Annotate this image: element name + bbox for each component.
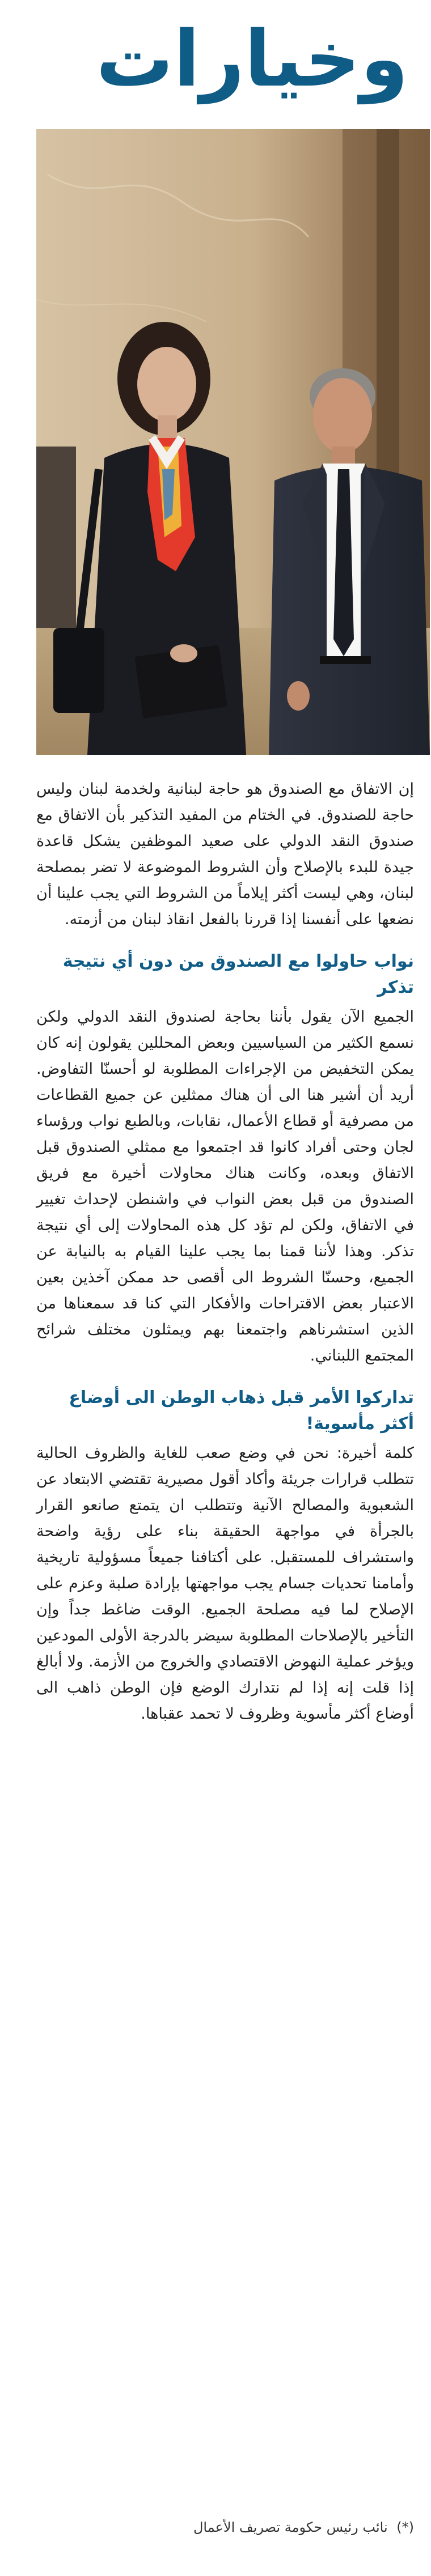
photo-illustration bbox=[36, 129, 430, 755]
article-section-2 bbox=[36, 1385, 414, 1727]
article-intro: إن الاتفاق مع الصندوق هو حاجة لبنانية ولخدمة لبنان وليس حاجة للصندوق. في الختام من المفيد التذكير بأن الاتفاق مع صندوق النقد الدولي على صعيد الموظفين يشكل قاعدة جيدة للبدء بالإصلاح وأن الشروط الموضوعة لا تضر بمصلحة لبنان، وهي ليست أكثر إيلاماً من الشروط التي يجب علينا أن نضعها على أنفسنا إذا قررنا بالفعل انقاذ لبنان من أزمته. bbox=[36, 780, 414, 928]
section-body-2: كلمة أخيرة: نحن في وضع صعب للغاية والظروف الحالية تتطلب قرارات جريئة وأكاد أقول مصيرية تقتضي الابتعاد عن الشعبوية والمصالح الآنية وتتطلب ان يتمتع صانعو القرار بالجرأة في مواجهة الحقيقة بناء على رؤية واضحة واستشراف للمستقبل. على أكتافنا جميعاً مسؤولية تاريخية وأمامنا تحديات جسام يجب مواجهتها بإرادة صلبة وعزم على الإصلاح لما فيه مصلحة الجميع. الوقت ضاغط جداً وإن التأخير بالإصلاحات المطلوبة سيضر بالدرجة الأولى المودعين ويؤخر عملية النهوض الاقتصادي والخروج من الأزمة. ولا أبالغ إذا قلت إنه إذا لم نتدارك الوضع فإن الوطن ذاهب الى أوضاع أكثر مأسوية وظروف لا تحمد عقباها. bbox=[36, 1444, 414, 1723]
author-footnote bbox=[36, 2516, 414, 2539]
section-header bbox=[23, 11, 408, 108]
article-photo bbox=[36, 129, 430, 755]
footnote-mark: (*) bbox=[396, 2519, 414, 2535]
article-body bbox=[36, 776, 414, 1727]
section-title: وخيارات bbox=[96, 15, 408, 104]
section-heading-1: نواب حاولوا مع الصندوق من دون أي نتيجة تذكر bbox=[62, 951, 414, 997]
footnote-text: نائب رئيس حكومة تصريف الأعمال bbox=[193, 2519, 388, 2535]
section-heading-2: تداركوا الأمر قبل ذهاب الوطن الى أوضاع أكثر مأسوية! bbox=[69, 1388, 414, 1434]
section-body-1: الجميع الآن يقول بأننا بحاجة لصندوق النقد الدولي ولكن نسمع الكثير من السياسيين وبعض المحللين يقولون إنه كان يمكن التخفيض من الإجراءات المطلوبة لو أحسنّا التفاوض. أريد أن أشير هنا الى أن هناك ممثلين عن جميع القطاعات من مصرفية أو قطاع الأعمال، نقابات، وبالطبع نواب ورؤساء لجان وحتى أفراد كانوا قد اجتمعوا مع ممثلي الصندوق قبل الاتفاق وبعده، وكانت هناك محاولات أخيرة مع فريق الصندوق من قبل بعض النواب في واشنطن لإحداث تغيير في الاتفاق، ولكن لم تؤد كل هذه المحاولات إلى أي نتيجة تذكر. وهذا لأننا قمنا بما يجب علينا القيام به بالنيابة عن الجميع، وحسنّا الشروط الى أقصى حد ممكن آخذين بعين الاعتبار بعض الاقتراحات والأفكار التي كنا قد سمعناها من الذين استشرناهم واجتمعنا بهم ويمثلون مختلف شرائح المجتمع اللبناني. bbox=[36, 1008, 414, 1364]
article-section-1 bbox=[36, 949, 414, 1369]
